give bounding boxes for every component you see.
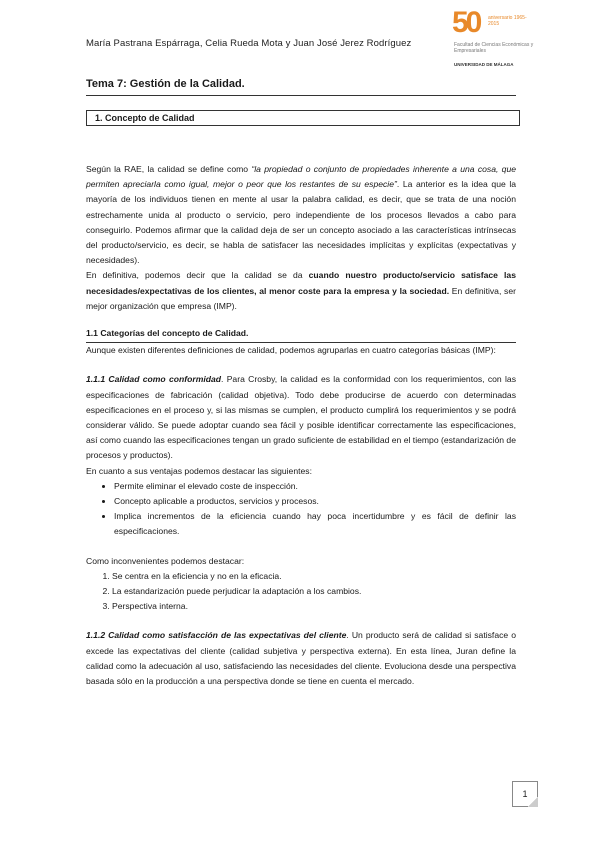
- header-authors: María Pastrana Espárraga, Celia Rueda Mota y Juan José Jerez Rodríguez: [86, 38, 412, 49]
- advantages-list: [86, 479, 516, 540]
- subsection-heading: 1.1 Categorías del concepto de Calidad.: [86, 326, 516, 343]
- satisfaction-paragraph: 1.1.2 Calidad como satisfacción de las expectativas del cliente. Un producto será de calidad si satisface o excede las expectativas del cliente (calidad subjetiva y perspectiva externa). En esta línea, Juran define la calidad como la adecuación al uso, satisfaciendo las necesidades del cliente. Evoluciona desde una perspectiva basada sólo en la producción a una perspectiva donde se tiene en cuenta el mercado.: [86, 630, 517, 687]
- subsection-text: Aunque existen diferentes definiciones de calidad, podemos agruparlas en cuatro categorías básicas (IMP):: [86, 345, 496, 356]
- logo-faculty: Facultad de Ciencias Económicas y Empresariales: [454, 42, 534, 54]
- advantages-intro: En cuanto a sus ventajas podemos destacar las siguientes:: [86, 465, 312, 476]
- page-fold-decoration: [528, 797, 538, 807]
- disadvantages-intro: Como inconvenientes podemos destacar:: [86, 555, 245, 566]
- disadvantages-list: [86, 569, 516, 615]
- document-title: Tema 7: Gestión de la Calidad.: [86, 78, 516, 96]
- logo-number: 50: [452, 6, 480, 39]
- intro-paragraph: Según la RAE, la calidad se define como “la propiedad o conjunto de propiedades inherente a una cosa, que permiten apreciarla como igual, mejor o peor que los restantes de su especie”. La anterior es la idea que la mayoría de los individuos tienen en mente al usar la palabra calidad, es decir, que se trata de una noción estrechamente unida al producto o servicio, pero independiente de los procesos llevados a cabo para conseguirlo. Podemos afirmar que la calidad deja de ser un concepto asociado a las características intrínsecas del producto/servicio, es decir, se habla de satisfacer las necesidades implícitas y explícitas (expectativas y necesidades).: [86, 164, 517, 266]
- faculty-logo: [452, 6, 534, 67]
- list-item: 1. Se centra en la eficiencia y no en la eficacia.: [112, 569, 516, 584]
- definition-paragraph: En definitiva, podemos decir que la calidad se da cuando nuestro producto/servicio satisface las necesidades/expectativas de los clientes, al menor coste para la empresa y la sociedad. En definitiva, ser mejor organización que empresa (IMP).: [86, 270, 516, 311]
- list-item: 3. Perspectiva interna.: [112, 599, 516, 614]
- page-number: 1: [512, 781, 538, 807]
- logo-anniversary: aniversario 1965-2015: [488, 15, 527, 27]
- list-item: • Implica incrementos de la eficiencia cuando hay poca incertidumbre y es fácil de definir las especificaciones.: [114, 509, 516, 539]
- list-item: 2. La estandarización puede perjudicar la adaptación a los cambios.: [112, 584, 516, 599]
- list-item: • Permite eliminar el elevado coste de inspección.: [114, 479, 516, 494]
- section-heading: 1. Concepto de Calidad: [86, 110, 520, 126]
- conformity-paragraph: 1.1.1 Calidad como conformidad. Para Crosby, la calidad es la conformidad con los requerimientos, con las especificaciones de fabricación (calidad objetiva). Todo debe producirse de acuerdo con determinadas especificaciones en el proceso y, si las mismas se cumplen, el producto cumplirá los requerimientos y se podrá considerar válido. Se puede adoptar cuando sea fácil y posible identificar correctamente las especificaciones, así como cuando las especificaciones tengan un grado suficiente de estabilidad en el tiempo (estandarización de procesos y productos).: [86, 374, 516, 461]
- logo-university: UNIVERSIDAD DE MÁLAGA: [454, 62, 514, 67]
- document-body: [86, 162, 516, 689]
- list-item: • Concepto aplicable a productos, servicios y procesos.: [114, 494, 516, 509]
